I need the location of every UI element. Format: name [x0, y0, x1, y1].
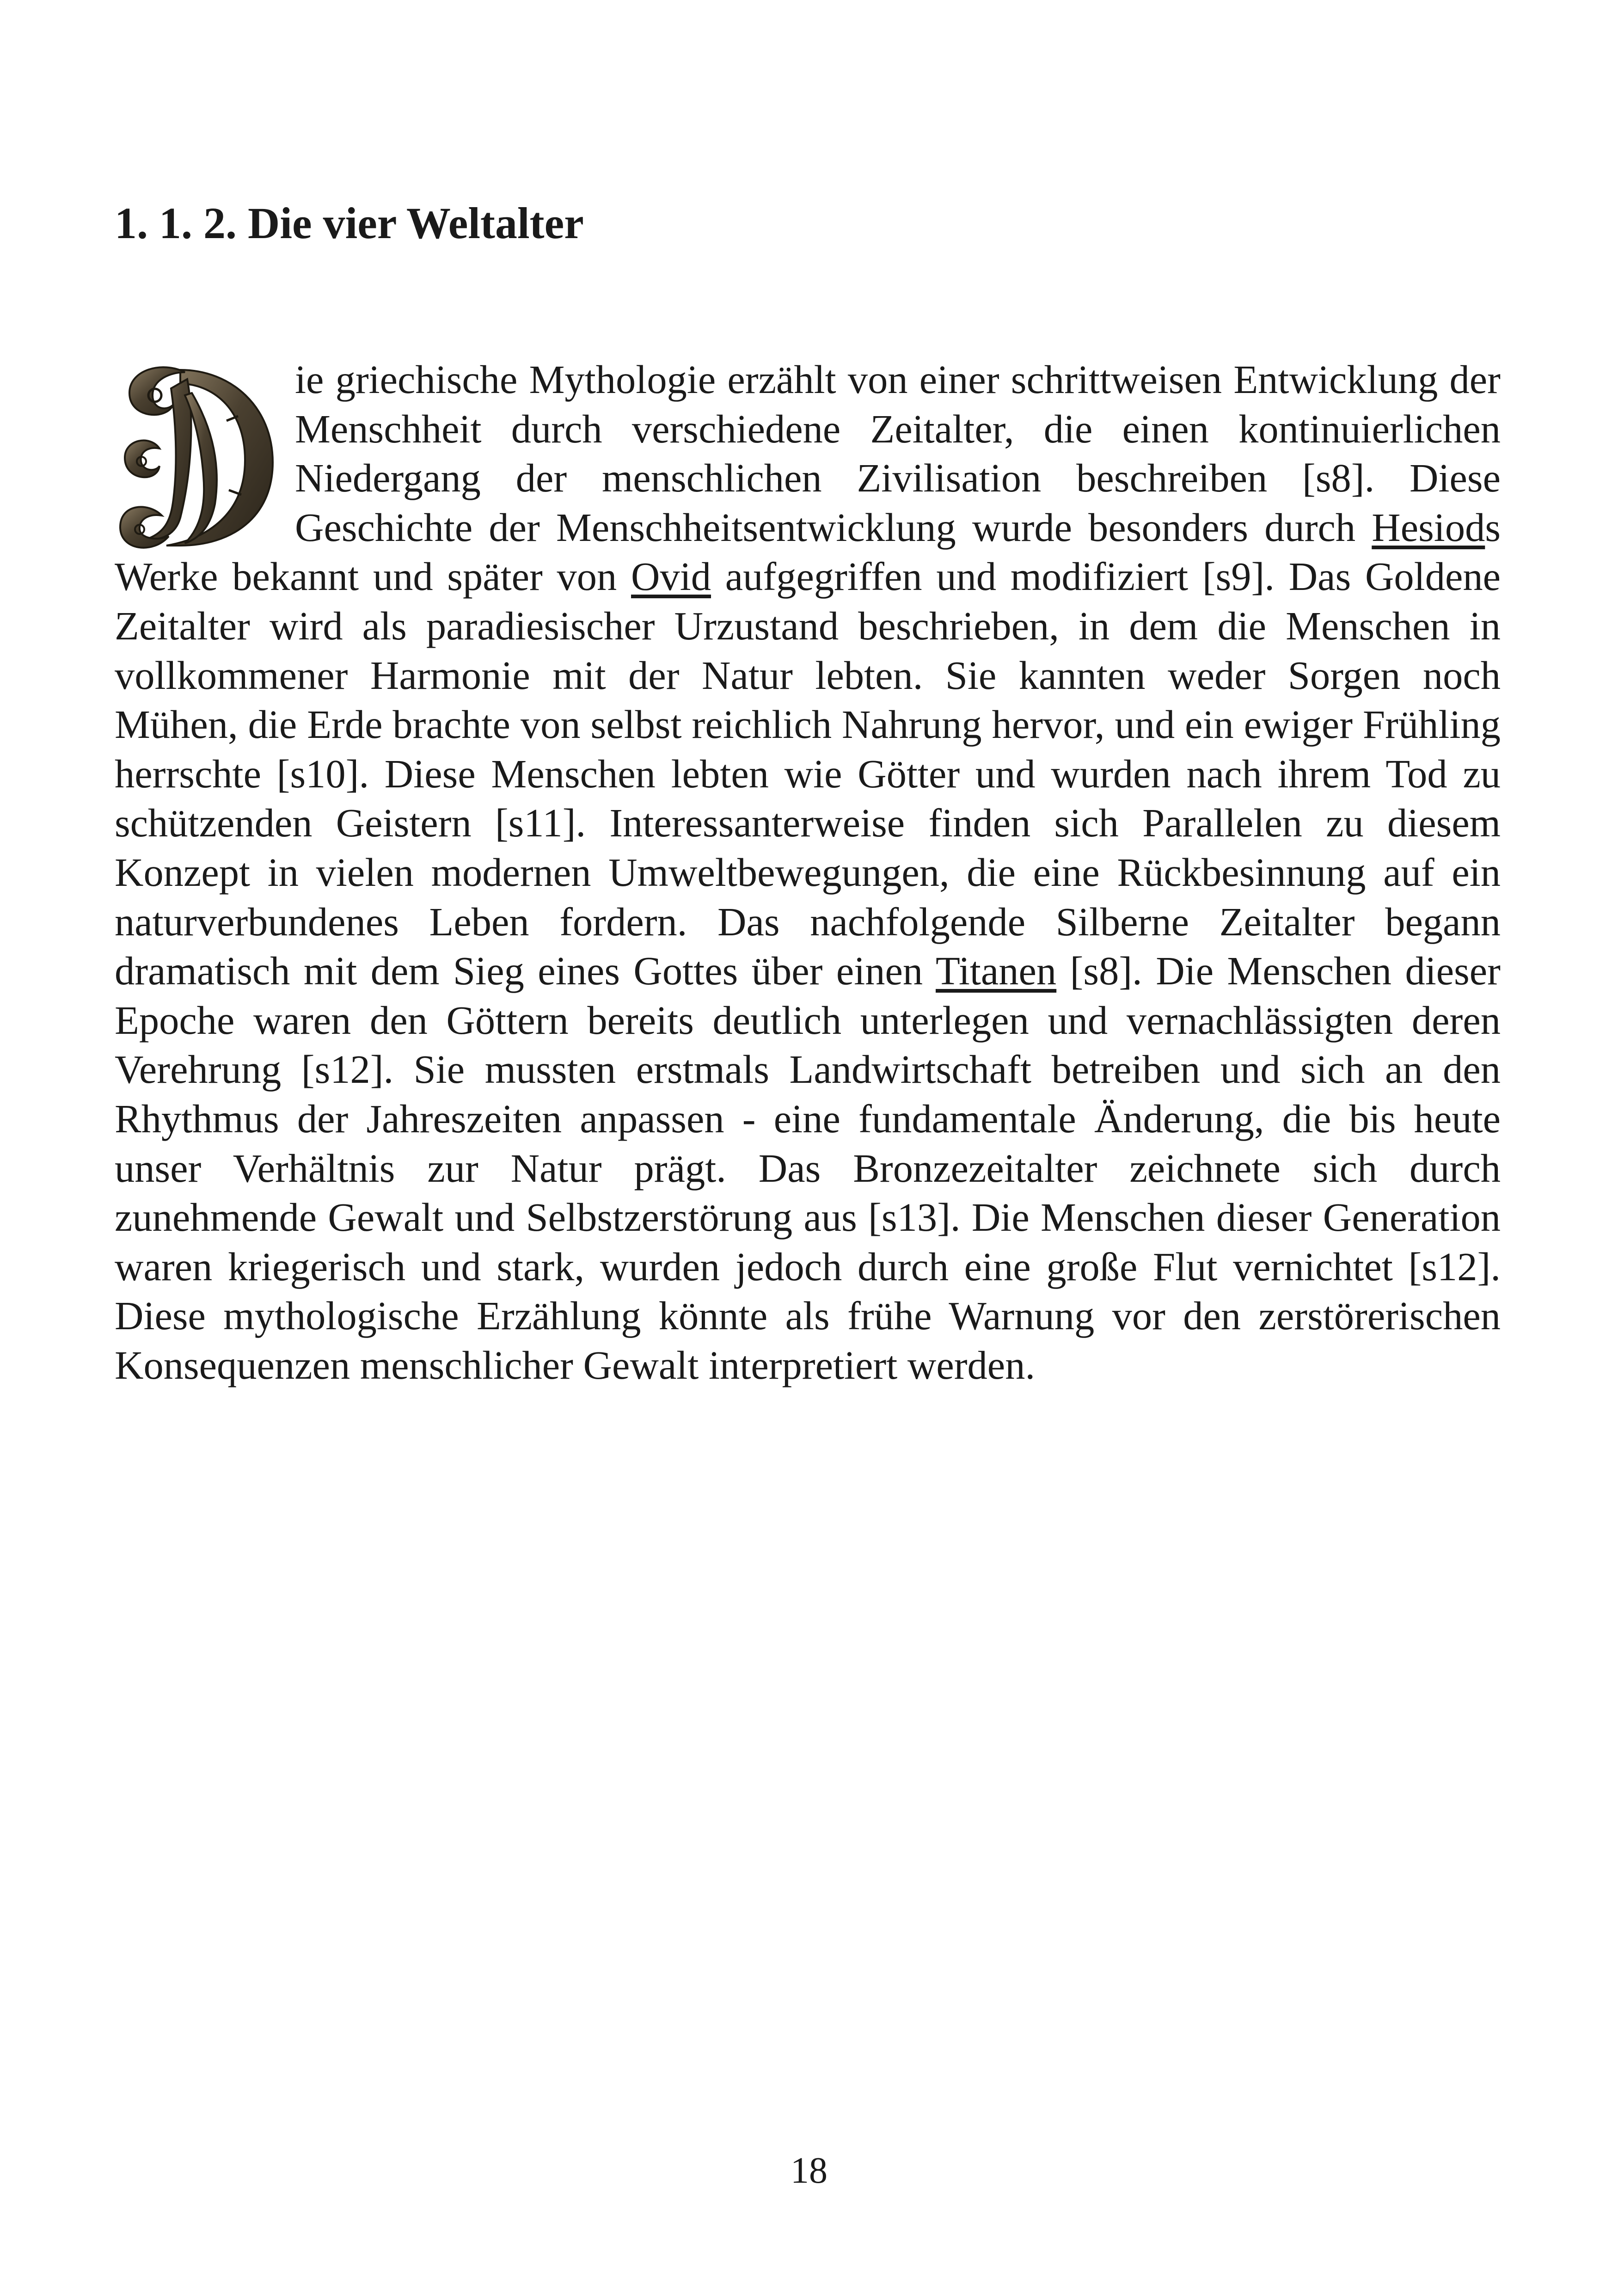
paragraph-text-1: ie griechische Mythologie erzählt von einer schrittweisen Entwicklung der Menschheit durch verschiedene Zeitalter, die einen kontinuierlichen Niedergang der menschlichen Zivilisation beschreiben [s8]. Diese Geschichte der Menschheitsentwicklung wurde besonders durch [295, 357, 1501, 550]
paragraph-text-2: s Werke bekannt und später von [115, 505, 1501, 599]
body-paragraph [115, 355, 1501, 1390]
paragraph-text-3: aufgegriffen und modifiziert [s9]. Das Goldene Zeitalter wird als paradiesischer Urzustand beschrieben, in dem die Menschen in vollkommener Harmonie mit der Natur lebten. Sie kannten weder Sorgen noch Mühen, die Erde brachte von selbst reichlich Nahrung hervor, und ein ewiger Frühling herrschte [s10]. Diese Menschen lebten wie Götter und wurden nach ihrem Tod zu schützenden Geistern [s11]. Interessanterweise finden sich Parallelen zu diesem Konzept in vielen modernen Umweltbewegungen, die eine Rückbesinnung auf ein naturverbundenes Leben fordern. Das nachfolgende Silberne Zeitalter begann dramatisch mit dem Sieg eines Gottes über einen [115, 554, 1501, 994]
link-ovid[interactable]: Ovid [631, 554, 711, 599]
section-heading: 1. 1. 2. Die vier Weltalter [115, 198, 584, 248]
link-titanen[interactable]: Titanen [936, 949, 1057, 994]
dropcap-indent [115, 355, 295, 552]
paragraph-text-4: [s8]. Die Menschen dieser Epoche waren den Göttern bereits deutlich unterlegen und vernachlässigten deren Verehrung [s12]. Sie mussten erstmals Landwirtschaft betreiben und sich an den Rhythmus der Jahreszeiten anpassen - eine fundamentale Änderung, die bis heute unser Verhältnis zur Natur prägt. Das Bronzezeitalter zeichnete sich durch zunehmende Gewalt und Selbstzerstörung aus [s13]. Die Menschen dieser Generation waren kriegerisch und stark, wurden jedoch durch eine große Flut vernichtet [s12]. Diese mythologische Erzählung könnte als frühe Warnung vor den zerstörerischen Konsequenzen menschlicher Gewalt interpretiert werden. [115, 949, 1501, 1387]
link-hesiod[interactable]: Hesiod [1372, 505, 1485, 550]
page-number: 18 [791, 2150, 827, 2191]
